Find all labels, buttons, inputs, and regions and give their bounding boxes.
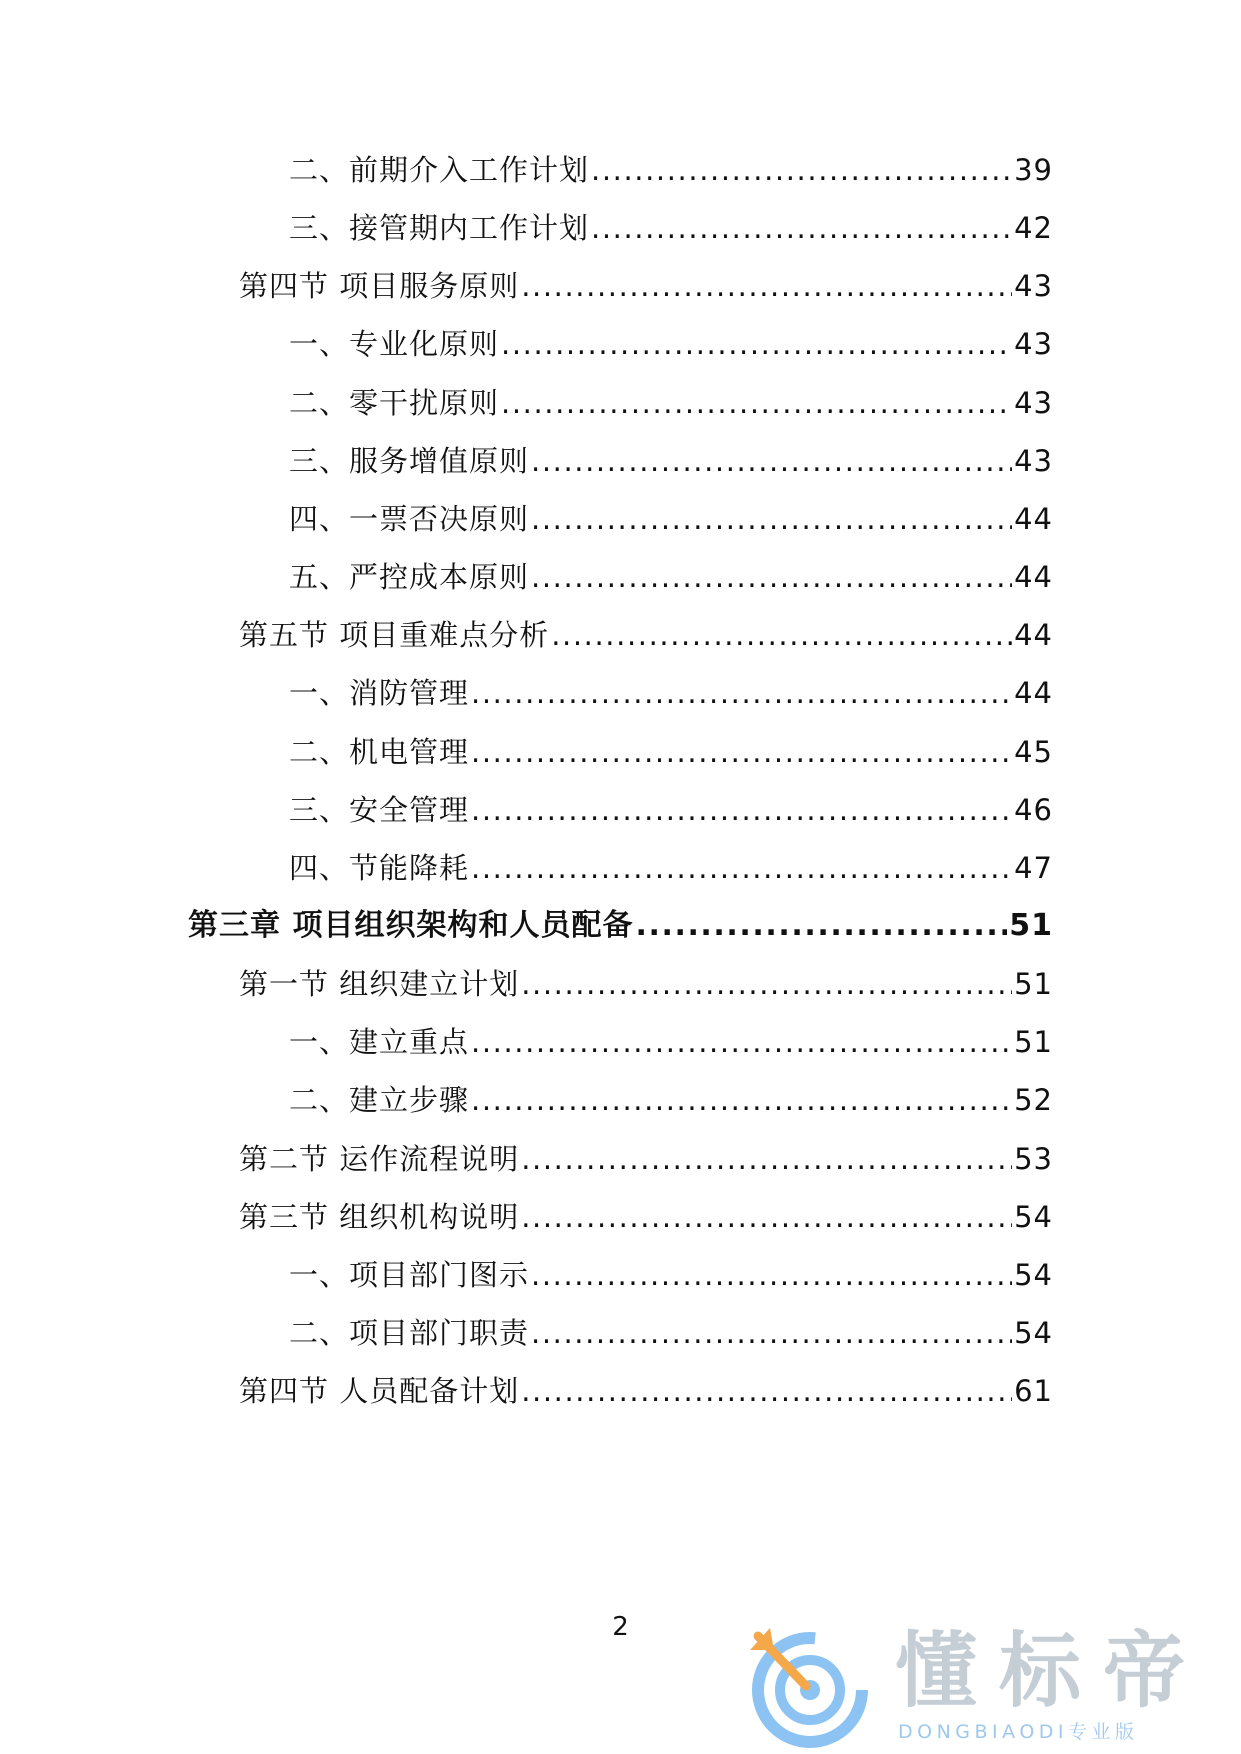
toc-dot-leader [521,1371,1012,1411]
toc-entry-page: 44 [1014,560,1053,595]
toc-entry-page: 54 [1014,1199,1053,1234]
toc-dot-leader [471,1080,1012,1120]
toc-entry-label: 第三章 项目组织架构和人员配备 [188,907,634,943]
toc-entry-label: 三、安全管理 [289,792,470,827]
toc-entry[interactable] [289,1255,1053,1295]
toc-dot-leader [531,1255,1012,1295]
toc-entry-label: 五、严控成本原则 [289,560,530,595]
toc-entry-label: 四、一票否决原则 [289,501,530,536]
toc-entry[interactable] [239,1371,1053,1411]
toc-entry[interactable] [289,441,1053,481]
toc-entry-label: 一、建立重点 [289,1025,470,1060]
toc-entry-page: 43 [1014,269,1053,304]
toc-dot-leader [531,557,1012,597]
toc-entry[interactable] [188,906,1053,946]
toc-entry[interactable] [289,324,1053,364]
watermark [740,1620,1220,1750]
toc-entry-page: 45 [1014,734,1053,769]
toc-entry[interactable] [289,208,1053,248]
toc-entry-page: 42 [1014,211,1053,246]
toc-entry-label: 第一节 组织建立计划 [239,967,520,1002]
toc-entry-page: 43 [1014,443,1053,478]
toc-entry-page: 51 [1009,907,1053,943]
watermark-subtitle: DONGBIAODI专业版 [898,1721,1139,1743]
toc-entry[interactable] [289,1080,1053,1120]
toc-entry[interactable] [289,732,1053,772]
toc-entry[interactable] [239,615,1053,655]
toc-entry-label: 二、机电管理 [289,734,470,769]
toc-entry-label: 第四节 人员配备计划 [239,1374,520,1409]
toc-dot-leader [471,732,1012,772]
toc-entry[interactable] [239,266,1053,306]
toc-dot-leader [591,208,1012,248]
toc-entry[interactable] [289,1022,1053,1062]
toc-entry-page: 53 [1014,1141,1053,1176]
toc-entry-label: 二、项目部门职责 [289,1316,530,1350]
toc-entry-page: 44 [1014,676,1053,711]
toc-entry-label: 一、项目部门图示 [289,1257,530,1292]
toc-entry[interactable] [239,964,1053,1004]
toc-entry[interactable] [239,1197,1053,1237]
toc-entry-page: 39 [1014,153,1053,187]
toc-entry-page: 51 [1014,1025,1053,1060]
toc-entry[interactable] [239,1139,1053,1179]
toc-dot-leader [531,1313,1012,1353]
toc-entry-page: 54 [1014,1257,1053,1292]
toc-entry-page: 43 [1014,327,1053,362]
toc-dot-leader [521,1197,1012,1237]
toc-entry[interactable] [289,150,1053,190]
target-arrow-logo-icon [740,1620,870,1750]
toc-entry-label: 第三节 组织机构说明 [239,1199,520,1234]
toc-dot-leader [471,1022,1012,1062]
toc-entry-label: 第五节 项目重难点分析 [239,618,550,653]
toc-entry[interactable] [289,1313,1053,1353]
toc-entry[interactable] [289,383,1053,423]
toc-entry-label: 二、建立步骤 [289,1083,470,1118]
toc-dot-leader [521,964,1012,1004]
toc-entry[interactable] [289,557,1053,597]
toc-dot-leader [471,790,1012,830]
toc-dot-leader [521,1139,1012,1179]
toc-dot-leader [635,906,1007,946]
toc-dot-leader [501,324,1012,364]
toc-entry-label: 第四节 项目服务原则 [239,269,520,304]
toc-entry-page: 51 [1014,967,1053,1002]
toc-dot-leader [501,383,1012,423]
toc-entry-label: 三、接管期内工作计划 [289,211,590,246]
toc-entry-page: 44 [1014,501,1053,536]
toc-entry-page: 47 [1014,850,1053,885]
toc-entry-page: 43 [1014,385,1053,420]
toc-entry-page: 46 [1014,792,1053,827]
toc-entry[interactable] [289,848,1053,888]
toc-entry-page: 61 [1014,1374,1053,1409]
toc-entry-page: 54 [1014,1316,1053,1350]
toc-dot-leader [551,615,1012,655]
toc-dot-leader [591,150,1012,190]
toc-entry-label: 一、消防管理 [289,676,470,711]
toc-entry-label: 四、节能降耗 [289,850,470,885]
toc-entry-page: 44 [1014,618,1053,653]
toc-entry-label: 三、服务增值原则 [289,443,530,478]
page-number: 2 [612,1612,629,1642]
toc-dot-leader [471,848,1012,888]
toc-entry-page: 52 [1014,1083,1053,1118]
toc-entry-label: 二、零干扰原则 [289,385,500,420]
toc-entry[interactable] [289,499,1053,539]
toc-entry-label: 二、前期介入工作计划 [289,153,590,187]
toc-entry[interactable] [289,673,1053,713]
toc-entry-label: 一、专业化原则 [289,327,500,362]
watermark-title: 懂标帝 [895,1624,1208,1719]
toc-dot-leader [531,441,1012,481]
toc-dot-leader [531,499,1012,539]
toc-entry[interactable] [289,790,1053,830]
toc-dot-leader [521,266,1012,306]
toc-entry-label: 第二节 运作流程说明 [239,1141,520,1176]
toc-dot-leader [471,673,1012,713]
